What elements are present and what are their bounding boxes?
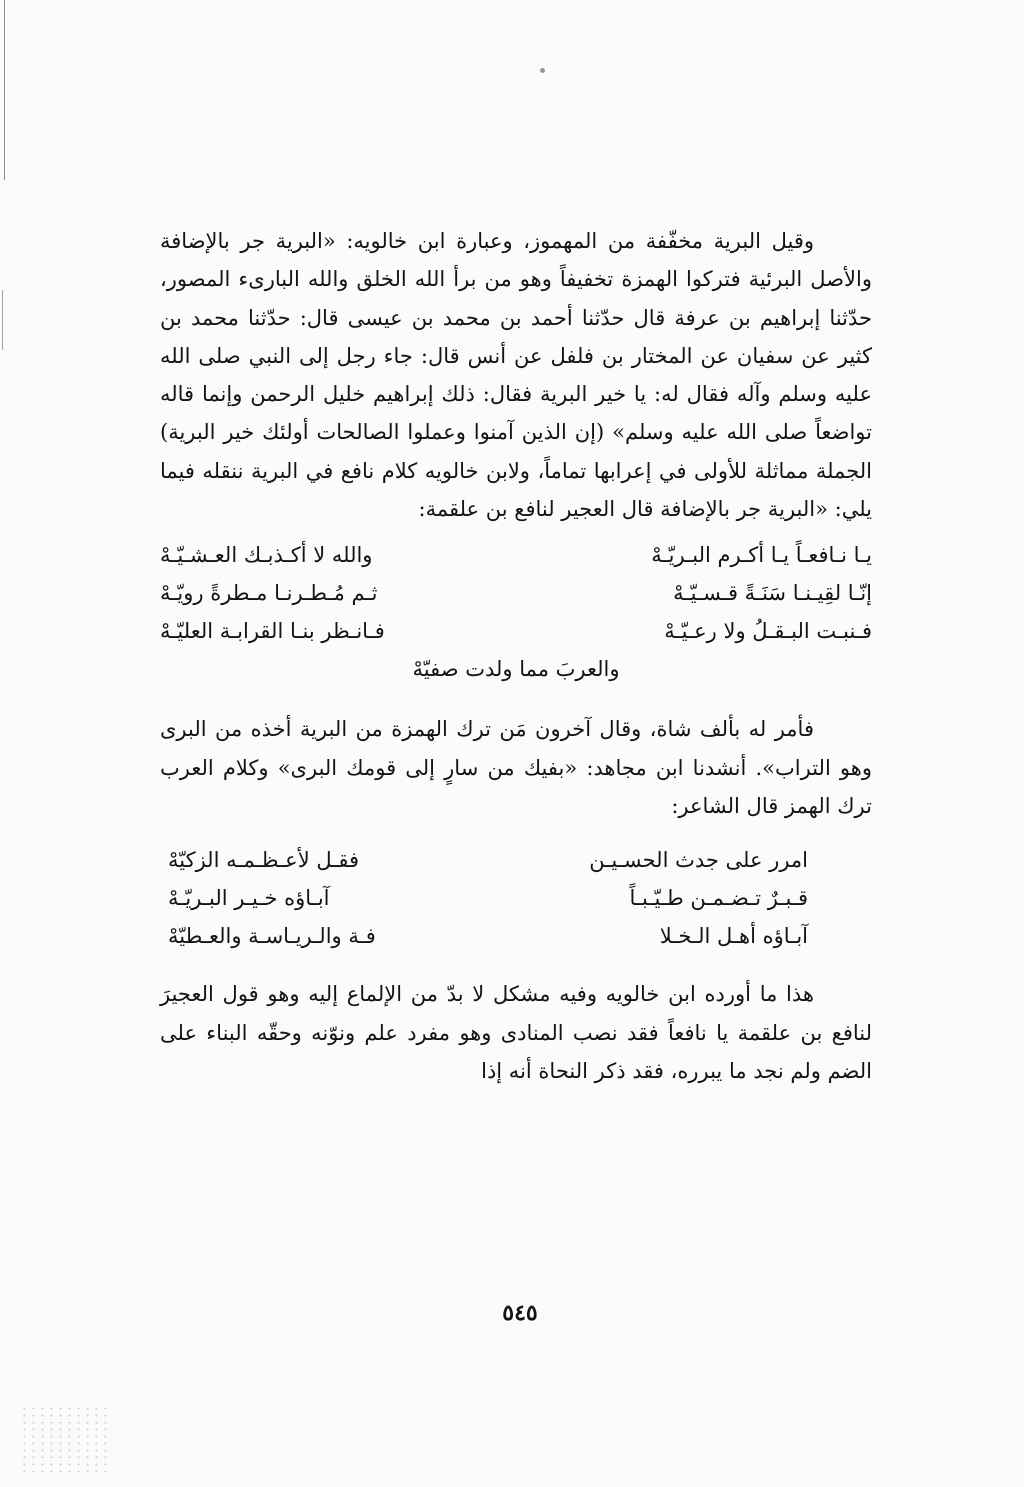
- paragraph-1: وقيل البرية مخفّفة من المهموز، وعبارة ابن خالويه: «البرية جر بالإضافة والأصل البرئية فتركوا الهمزة تخفيفاً وهو من برأ الله الخلق والله البارىء المصور، حدّثنا إبراهيم بن عرفة قال حدّثنا أحمد بن محمد بن عيسى قال: حدّثنا محمد بن كثير عن سفيان عن المختار بن فلفل عن أنس قال: جاء رجل إلى النبي صلى الله عليه وسلم وآله فقال له: يا خير البرية فقال: ذلك إبراهيم خليل الرحمن وإنما قاله تواضعاً صلى الله عليه وسلم» (إن الذين آمنوا وعملوا الصالحات أولئك خير البرية) الجملة مماثلة للأولى في إعرابها تماماً، ولابن خالويه كلام نافع في البرية ننقله فيما يلي: «البرية جر بالإضافة قال العجير لنافع بن علقمة:: [160, 229, 872, 522]
- scan-speckle: [20, 1405, 110, 1475]
- poem-line: [168, 917, 808, 955]
- poem-hemistich: إنّـا لقِيـنـا سَنَـةً قـسـيّـهْ: [673, 581, 872, 606]
- poem-hemistich: فـنبـت البـقـلُ ولا رعـيّـهْ: [664, 619, 872, 644]
- scan-edge-line: [4, 0, 5, 180]
- page-body: [160, 222, 872, 1090]
- poem-hemistich: يـا نـافعـاً يـا أكـرم البـريّـهْ: [651, 543, 872, 568]
- poem-hemistich: آبـاؤه خـيـر البـريّـهْ: [168, 886, 330, 911]
- scan-edge-line: [2, 290, 3, 350]
- scan-dot: [540, 68, 545, 73]
- poem-hemistich: قـبـرٌ تـضـمـن طـيّـبـاً: [629, 886, 808, 911]
- poem-line: [160, 650, 872, 688]
- poem-line: [168, 841, 808, 879]
- paragraph-2: فأمر له بألف شاة، وقال آخرون مَن ترك الهمزة من البرية أخذه من البرى وهو التراب». أنشدنا ابن مجاهد: «بفيك من سارٍ إلى قومك البرى» وكلام العرب ترك الهمز قال الشاعر:: [160, 717, 872, 818]
- poem-hemistich: آبـاؤه أهـل الـخـلا: [659, 924, 808, 949]
- poem-hemistich: ثـم مُـطـرنـا مـطرةً رويّـهْ: [160, 581, 378, 606]
- poem-single-line: والعربَ مما ولدت صفيّهْ: [412, 657, 620, 682]
- poem-hemistich: امرر على جدث الحسـيـن: [589, 848, 808, 873]
- poem-1: [160, 536, 872, 688]
- poem-hemistich: فقـل لأعـظـمـه الزكيّهْ: [168, 848, 360, 873]
- poem-hemistich: والله لا أكـذبـك العـشـيّـهْ: [160, 543, 373, 568]
- paragraph-3: هذا ما أورده ابن خالويه وفيه مشكل لا بدّ من الإلماع إليه وهو قول العجيرَ لنافع بن علقمة يا نافعاً فقد نصب المنادى وهو مفرد علم ونوّنه وحقّه البناء على الضم ولم نجد ما يبرره، فقد ذكر النحاة أنه إذا: [160, 982, 872, 1083]
- poem-line: [160, 612, 872, 650]
- poem-line: [160, 536, 872, 574]
- poem-line: [160, 574, 872, 612]
- poem-hemistich: فـة والـريـاسـة والعـطيّهْ: [168, 924, 376, 949]
- poem-2: [168, 841, 808, 955]
- poem-line: [168, 879, 808, 917]
- poem-hemistich: فـانـظر بنـا القرابـة العليّـهْ: [160, 619, 385, 644]
- page-number: ٥٤٥: [502, 1300, 538, 1326]
